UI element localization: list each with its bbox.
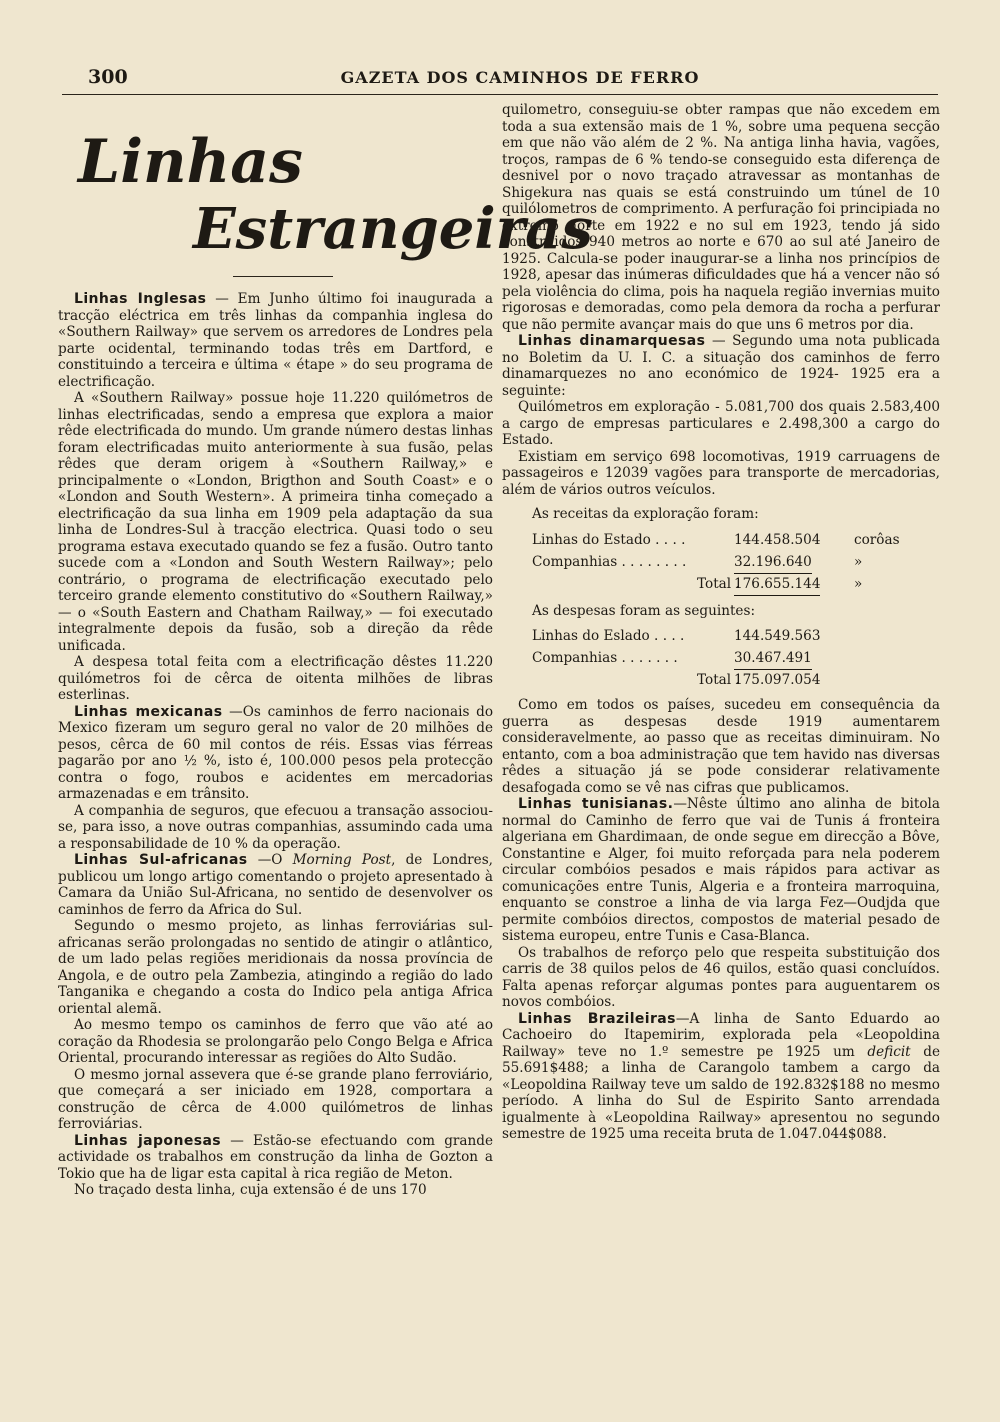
section-heading-sulafricanas: Linhas Sul-africanas xyxy=(74,852,248,868)
newspaper-name: Morning Post xyxy=(292,852,392,868)
paragraph xyxy=(58,704,493,803)
paragraph-text: de 55.691$488; a linha de Carangolo tambem a cargo da «Leopoldina Railway teve um saldo de 192.832$188 no mesmo período. A linha do Sul de Espirito Santo arrendada igualmente à «Leopoldina Railway» apresentou no segundo semestre de 1925 uma receita bruta de 1.047.044$088. xyxy=(502,1043,940,1142)
paragraph: A «Southern Railway» possue hoje 11.220 quilómetros de linhas electrificadas, sendo a empresa que explora a maior rêde electrificada do mundo. Um grande número destas linhas foram electrificadas muito anteriormente à sua fusão, pelas rêdes que deram origem à «Southern Railway,» e principalmente o «London, Brigthon and South Coast» e o «London and South Western». A primeira tinha começado a electrificação da sua linha em 1909 pela adaptação da sua linha de Londres-Sul à tracção electrica. Quasi todo o seu programa estava executado quando se fez a fusão. Outro tanto sucede com a «London and South Western Railway»; pelo contrário, o programa de electrificação executado pelo terceiro grande elemento constitutivo do «Southern Railway,» — o «South Eastern and Chatham Railway,» — foi executado integralmente depois da fusão, sob a direção da rêde unificada. xyxy=(58,390,493,654)
journal-title: GAZETA DOS CAMINHOS DE FERRO xyxy=(340,68,700,87)
row-value: 144.458.504 xyxy=(734,531,821,548)
page-header xyxy=(62,62,938,95)
paragraph xyxy=(58,852,493,918)
row-unit: » xyxy=(854,575,863,592)
row-value: 176.655.144 xyxy=(734,573,820,596)
row-label: Linhas do Estado . . . . xyxy=(532,531,686,548)
row-unit: corôas xyxy=(854,531,900,548)
paragraph xyxy=(502,1011,940,1143)
paragraph: O mesmo jornal assevera que é-se grande plano ferroviário, que começará a ser iniciado em 1928, comportara a construção de cêrca de 4.000 quilómetros de linhas ferroviárias. xyxy=(58,1066,493,1132)
row-label: Linhas do Eslado . . . . xyxy=(532,628,685,644)
row-label: Total . xyxy=(697,672,740,688)
receitas-caption: As receitas da exploração foram: xyxy=(532,506,759,522)
row-unit: » xyxy=(854,553,863,570)
article-title xyxy=(58,100,593,268)
paragraph: No traçado desta linha, cuja extensão é de uns 170 xyxy=(74,1182,427,1198)
row-value: 32.196.640 xyxy=(734,551,812,574)
right-column xyxy=(502,102,940,1143)
despesas-caption: As despesas foram as seguintes: xyxy=(532,602,756,619)
paragraph xyxy=(58,1133,493,1183)
title-line1: Linhas xyxy=(78,127,303,197)
table-row-total xyxy=(532,573,882,595)
title-line2: Estrangeiras xyxy=(193,196,593,262)
paragraph: Como em todos os países, sucedeu em consequência da guerra as despesas desde 1919 aumentarem consideravelmente, ao passo que as receitas diminuiram. No entanto, com a boa administração que tem havido nas diversas rêdes a situação já se pode considerar relativamente desafogada como se vê nas cifras que publicamos. xyxy=(502,697,940,796)
row-value: 144.549.563 xyxy=(734,628,821,644)
row-label: Total . xyxy=(697,575,740,592)
paragraph: quilometro, conseguiu-se obter rampas que não excedem em toda a sua extensão mais de 1 %, sobre uma pequena secção em que não vão além de 2 %. Na antiga linha havia, vagões, troços, rampas de 6 % tendo-se conseguido esta diferença de desnivel por o novo traçado atravessar as montanhas de Shigekura nas quais se está construindo um túnel de 10 quilólometros de comprimento. A perfuração foi principiada no extremo norte em 1922 e no sul em 1923, tendo já sido construidos 940 metros ao norte e 670 ao sul até Janeiro de 1925. Calcula-se poder inaugurar-se a linha nos princípios de 1928, apesar das inúmeras dificuldades que há a vencer não só pela violência do clima, pois ha naquela região invernias muito rigorosas e demoradas, como pela demora da rocha a perfurar que não permite avançar mais do que uns 6 metros por dia. xyxy=(502,102,940,333)
paragraph-text: —Nêste último ano alinha de bitola normal do Caminho de ferro que vai de Tunis á fronteira algeriana em Ghardimaan, de onde segue em direcção a Bôve, Constantine e Alger, foi muito reforçada para nela poderem circular combóios pesados e mais rápidos para activar as comunicações entre Tunis, Algeria e a fronteira marroquina, enquanto se constroe a linha de via larga Fez—Oudjda que permite combóios directos, compostos de material pesado de sistema europeu, entre Tunis e Casa-Blanca. xyxy=(502,796,941,944)
paragraph: Existiam em serviço 698 locomotivas, 1919 carruagens de passageiros e 12039 vagões para transporte de mercadorias, além de vários outros veículos. xyxy=(502,448,940,498)
paragraph: A companhia de seguros, que efecuou a transação associou-se, para isso, a nove outras companhias, assumindo cada uma a responsabilidade de 10 % da operação. xyxy=(58,802,493,852)
paragraph-text: —A linha de Santo Eduardo ao Cachoeiro do Itapemirim, explorada pela «Leopoldina Railway» teve no 1.º semestre pe 1925 um xyxy=(502,1010,940,1060)
paragraph-text: — Estão-se efectuando com grande actividade os trabalhos em construção da linha de Gozton a Tokio que ha de ligar esta capital à rica região de Meton. xyxy=(58,1132,493,1182)
paragraph: A despesa total feita com a electrificação dêstes 11.220 quilómetros foi de cêrca de oitenta milhões de libras esterlinas. xyxy=(58,654,493,703)
paragraph-text: —Os caminhos de ferro nacionais do Mexico fizeram um seguro geral no valor de 20 milhões de pesos, cêrca de 60 mil contos de réis. Essas vias férreas pagarão por ano ½ %, isto é, 100.000 pesos pela protecção contra o fogo, roubos e acidentes em mercadorias armazenadas e em trânsito. xyxy=(58,703,493,802)
paragraph-text: — Segundo uma nota publicada no Boletim da U. I. C. a situação dos caminhos de ferro dinamarquezes no ano económico de 1924- 1925 era a seguinte: xyxy=(502,333,941,399)
table-row xyxy=(532,625,882,647)
paragraph-text: — Em Junho último foi inaugurada a tracção eléctrica em três linhas da companhia inglesa do «Southern Railway» que servem os arredores de Londres pela parte ocidental, terminando todas três em Dartford, e constituindo a terceira e última « étape » do seu programa de electrificação. xyxy=(58,291,493,390)
despesas-table xyxy=(532,625,882,691)
section-heading-dinamarquesas: Linhas dinamarquesas xyxy=(518,333,706,349)
row-value: 175.097.054 xyxy=(734,672,821,688)
paragraph: Os trabalhos de reforço pelo que respeita substituição dos carris de 38 quilos pelos de 46 quilos, estão quasi concluídos. Falta apenas reforçar algumas pontes para auguentarem os novos combóios. xyxy=(502,944,940,1010)
table-row xyxy=(532,647,882,669)
row-value: 30.467.491 xyxy=(734,647,812,670)
row-label: Companhias . . . . . . . . xyxy=(532,553,687,570)
table-row-total xyxy=(532,669,882,691)
table-row xyxy=(532,551,882,573)
title-lettering xyxy=(58,100,593,268)
paragraph: Ao mesmo tempo os caminhos de ferro que vão até ao coração da Rhodesia se prolongarão pelo Congo Belga e Africa Oriental, procurando interessar as regiões do Alto Sudão. xyxy=(58,1017,493,1066)
paragraph: Quilómetros em exploração - 5.081,700 dos quais 2.583,400 a cargo de empresas particulares e 2.498,300 a cargo do Estado. xyxy=(502,399,940,448)
section-heading-inglesas: Linhas Inglesas xyxy=(74,291,207,307)
paragraph xyxy=(58,291,493,390)
deficit-term: deficit xyxy=(867,1043,911,1060)
receitas-table xyxy=(532,529,900,595)
page-number: 300 xyxy=(88,66,128,88)
title-rule xyxy=(233,276,333,277)
section-heading-mexicanas: Linhas mexicanas xyxy=(74,703,223,720)
paragraph-text: , de Londres, publicou um longo artigo comentando o projeto apresentado à Camara da União Sul-Africana, no sentido de desenvolver os caminhos de ferro da Africa do Sul. xyxy=(58,852,494,918)
paragraph-text: —O xyxy=(247,852,293,868)
paragraph: Segundo o mesmo projeto, as linhas ferroviárias sul-africanas serão prolongadas no sentido de atingir o atlântico, de um lado pelas regiões meridionais da nossa província de Angola, e de outro pela Zambezia, atingindo a região do lado Tanganika e chegando a costa do Indico pela antiga Africa oriental alemã. xyxy=(58,918,493,1017)
paragraph xyxy=(502,796,940,945)
table-row xyxy=(532,529,900,551)
row-label: Companhias . . . . . . . xyxy=(532,650,678,666)
section-heading-tunisianas: Linhas tunisianas. xyxy=(518,796,674,812)
section-heading-japonesas: Linhas japonesas xyxy=(74,1132,222,1149)
left-column xyxy=(58,100,593,1199)
section-heading-brazileiras: Linhas Brazileiras xyxy=(518,1010,676,1027)
paragraph xyxy=(502,333,940,399)
